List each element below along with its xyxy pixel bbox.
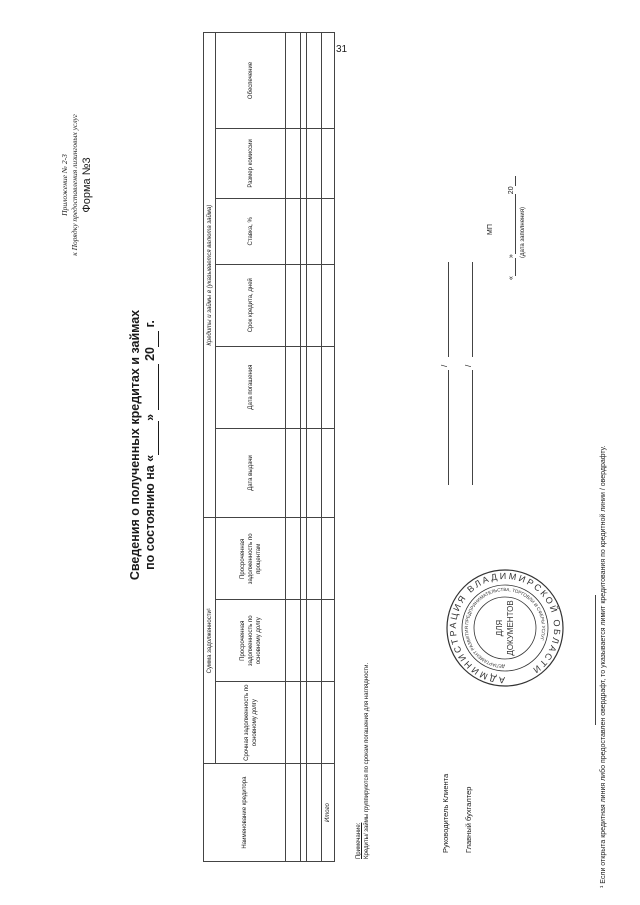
loans-table [203, 32, 335, 862]
appendix-header [60, 65, 94, 305]
header-rate: Ставка, % [216, 198, 286, 264]
total-row [322, 33, 335, 862]
title-date-mid: » [143, 413, 157, 421]
appendix-number: Приложение № 2-3 [60, 154, 69, 216]
total-label: Итого [322, 764, 335, 862]
note-heading: Примечание: [356, 822, 362, 859]
header-term: Срок кредита, дней [216, 264, 286, 346]
note [355, 663, 371, 859]
header-overdue-principal: Просроченная задолженность по основному долгу [216, 600, 286, 682]
header-loans-group: Кредиты и займы в (указывается валюта займа) [204, 33, 216, 518]
title-line-1: Сведения о полученных кредитах и займах [128, 309, 142, 581]
document-title [128, 165, 159, 725]
header-repay-date: Дата погашения [216, 346, 286, 428]
table-row [307, 33, 322, 862]
accountant-signature-slash: / [464, 364, 473, 367]
header-urgent-debt: Срочная задолженность по основному долгу [216, 682, 286, 764]
fill-date: « » 20 [508, 176, 516, 280]
official-stamp [445, 568, 565, 688]
accountant-signature-label: Главный бухгалтер [464, 786, 473, 853]
header-debt-group: Сумма задолженности¹ [204, 518, 216, 764]
head-signature-label: Руководитель Клиента [441, 773, 450, 853]
header-commission: Размер комиссии [216, 128, 286, 198]
note-text: Кредиты/ займы группируются по срокам погашения для наглядности. [364, 662, 370, 859]
svg-text:ДЕПАРТАМЕНТ РАЗВИТИЯ ПРЕДПРИНИ: ДЕПАРТАМЕНТ РАЗВИТИЯ ПРЕДПРИНИМАТЕЛЬСТВА, ТОРГОВЛИ И СФЕРЫ УСЛУГ [463, 586, 547, 670]
header-issue-date: Дата выдачи [216, 428, 286, 518]
svg-text:ДОКУМЕНТОВ: ДОКУМЕНТОВ [506, 600, 515, 656]
header-creditor: Наименование кредитора [204, 764, 286, 862]
head-signature-line [448, 370, 449, 485]
fill-date-caption: (дата заполнения) [520, 207, 526, 258]
table-row [286, 33, 301, 862]
footnote: ¹ Если открыта кредитная линия либо предоставлен овердрафт, то указывается лимит кредитования по кредитной линии / овердрафту. [600, 445, 607, 888]
header-collateral: Обеспечение [216, 33, 286, 129]
page-number: 31 [336, 44, 348, 55]
head-name-line [448, 262, 449, 357]
header-overdue-interest: Просроченная задолженность по процентам [216, 518, 286, 600]
accountant-name-line [472, 262, 473, 357]
head-signature-slash: / [440, 364, 449, 367]
title-year: 20 [143, 347, 157, 361]
title-line-2 [143, 165, 159, 725]
title-year-suffix: г. [143, 320, 157, 328]
footnote-rule [595, 595, 596, 725]
appendix-reference: к Порядку предоставления лизинговых услуг [70, 114, 79, 256]
accountant-signature-line [472, 370, 473, 485]
svg-text:АДМИНИСТРАЦИЯ ВЛАДИМИРСКОЙ ОБЛ: АДМИНИСТРАЦИЯ ВЛАДИМИРСКОЙ ОБЛАСТИ [447, 570, 563, 686]
form-number: Форма №3 [81, 157, 93, 213]
mp-label: МП [487, 224, 494, 235]
svg-text:ДЛЯ: ДЛЯ [495, 619, 504, 637]
title-date-prefix: по состоянию на « [143, 454, 157, 570]
